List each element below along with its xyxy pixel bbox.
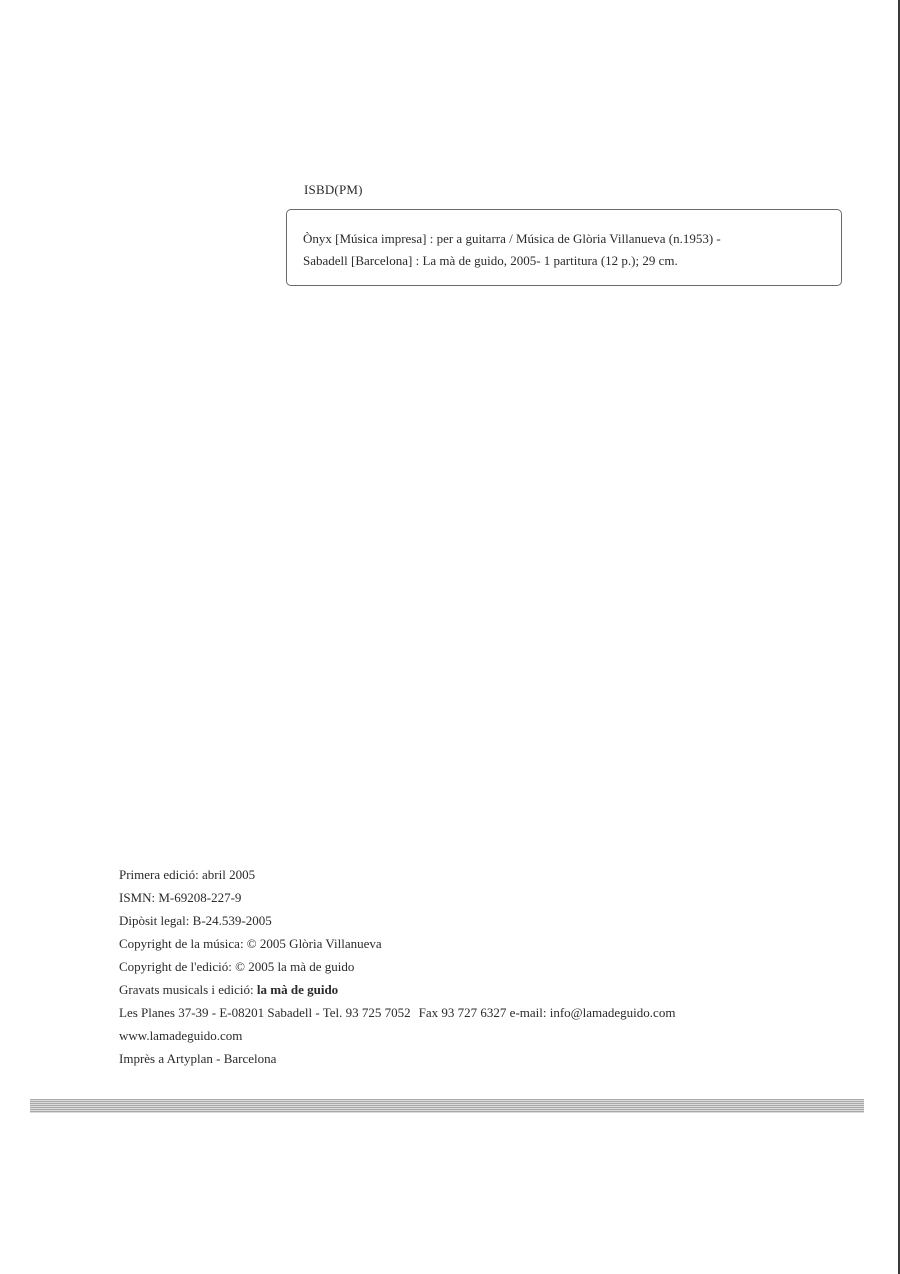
address-fax-email: Fax 93 727 6327 e-mail: info@lamadeguido.com bbox=[418, 1005, 676, 1020]
publisher-website: www.lamadeguido.com bbox=[119, 1028, 243, 1043]
isbd-catalog-box bbox=[286, 209, 842, 286]
edition-date: Primera edició: abril 2005 bbox=[119, 867, 256, 882]
isbd-catalog-line-2: Sabadell [Barcelona] : La mà de guido, 2005- 1 partitura (12 p.); 29 cm. bbox=[303, 253, 678, 268]
edition-copyright: Copyright de l'edició: © 2005 la mà de guido bbox=[119, 959, 355, 974]
ismn: ISMN: M-69208-227-9 bbox=[119, 890, 242, 905]
engraving-credit bbox=[119, 978, 675, 1001]
engraving-prefix: Gravats musicals i edició: bbox=[119, 982, 257, 997]
colophon bbox=[119, 863, 675, 1070]
footer-rule bbox=[30, 1099, 864, 1113]
printer-credit: Imprès a Artyplan - Barcelona bbox=[119, 1051, 277, 1066]
music-copyright: Copyright de la música: © 2005 Glòria Villanueva bbox=[119, 936, 382, 951]
engraving-publisher: la mà de guido bbox=[256, 982, 339, 997]
isbd-catalog-line-1: Ònyx [Música impresa] : per a guitarra / Música de Glòria Villanueva (n.1953) - bbox=[303, 231, 721, 246]
publisher-address bbox=[119, 1001, 675, 1024]
isbd-label: ISBD(PM) bbox=[304, 182, 363, 197]
legal-deposit: Dipòsit legal: B-24.539-2005 bbox=[119, 913, 272, 928]
address-street-phone: Les Planes 37-39 - E-08201 Sabadell - Tel. 93 725 7052 bbox=[119, 1005, 411, 1020]
